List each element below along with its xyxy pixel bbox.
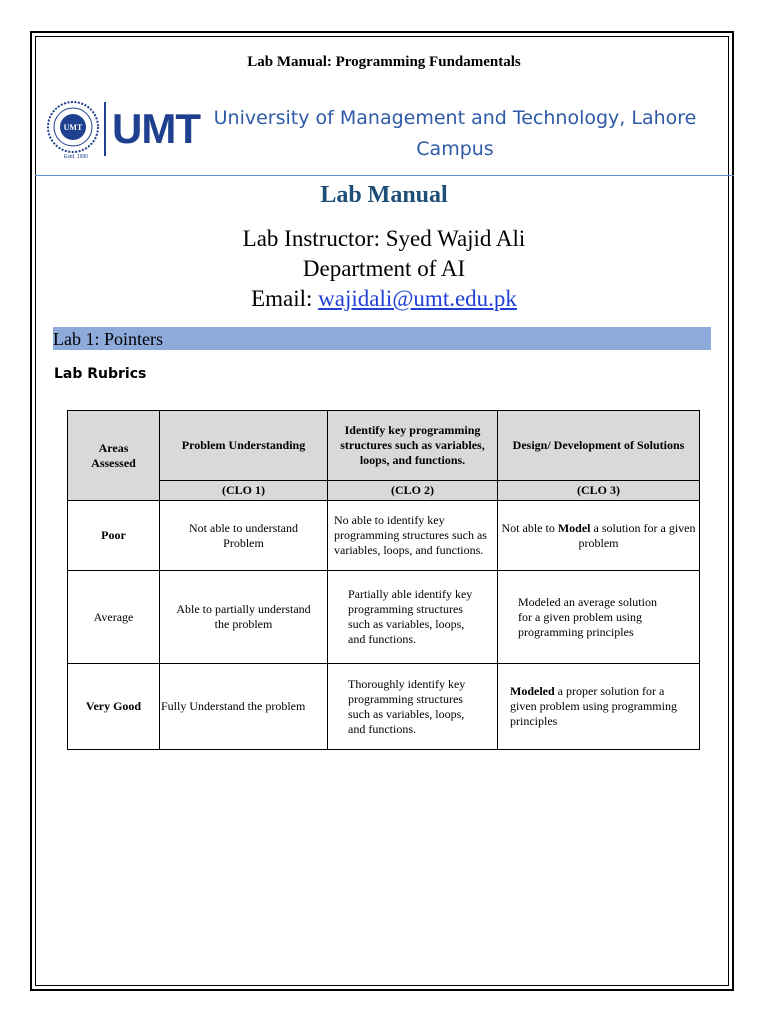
poor-clo3-bold: Model <box>557 520 591 535</box>
umt-seal-icon <box>44 100 102 160</box>
university-name-line1: University of Management and Technology, Lahore <box>213 107 697 129</box>
clo-3: (CLO 3) <box>498 481 700 501</box>
average-clo2: Partially able identify key programming structures such as variables, loops, and functions. <box>328 571 498 664</box>
rubric-clo-row <box>68 481 700 501</box>
header-divider <box>35 175 734 176</box>
col-header-2: Identify key programming structures such as variables, loops, and functions. <box>328 411 498 481</box>
department-line: Department of AI <box>302 256 466 281</box>
rubric-table <box>67 410 700 750</box>
university-name <box>205 103 705 165</box>
poor-clo2: No able to identify key programming structures such as variables, loops, and functions. <box>328 501 498 571</box>
table-row <box>68 501 700 571</box>
level-very-good: Very Good <box>68 664 160 750</box>
col-header-3: Design/ Development of Solutions <box>498 411 700 481</box>
table-row <box>68 571 700 664</box>
areas-assessed-header: Areas Assessed <box>68 411 160 501</box>
very-good-clo1: Fully Understand the problem <box>160 664 328 750</box>
lab-heading: Lab 1: Pointers <box>53 327 711 350</box>
email-link[interactable]: wajidali@umt.edu.pk <box>318 286 517 311</box>
poor-clo3-pre: Not able to <box>501 520 558 535</box>
svg-text:Estd. 1990: Estd. 1990 <box>64 154 88 160</box>
very-good-clo2: Thoroughly identify key programming structures such as variables, loops, and functions. <box>328 664 498 750</box>
university-name-line2: Campus <box>416 138 494 160</box>
email-label: Email: <box>251 286 319 311</box>
level-poor: Poor <box>68 501 160 571</box>
manual-header-title: Lab Manual: Programming Fundamentals <box>247 54 521 70</box>
average-clo3: Modeled an average solution for a given problem using programming principles <box>498 571 700 664</box>
table-row <box>68 664 700 750</box>
clo-1: (CLO 1) <box>160 481 328 501</box>
poor-clo3 <box>498 501 700 571</box>
clo-2: (CLO 2) <box>328 481 498 501</box>
very-good-clo3-post: a proper solution for a given problem using programming principles <box>510 684 677 728</box>
poor-clo3-post: a solution for a given problem <box>578 520 696 550</box>
level-average: Average <box>68 571 160 664</box>
umt-logo: UMT <box>104 102 200 156</box>
average-clo1: Able to partially understand the problem <box>160 571 328 664</box>
document-title: Lab Manual <box>320 182 448 208</box>
rubrics-heading: Lab Rubrics <box>54 366 147 382</box>
very-good-clo3 <box>498 664 700 750</box>
poor-clo1: Not able to understand Problem <box>160 501 328 571</box>
instructor-line: Lab Instructor: Syed Wajid Ali <box>242 226 526 251</box>
col-header-1: Problem Understanding <box>160 411 328 481</box>
svg-text:UMT: UMT <box>63 123 83 132</box>
rubric-header-row <box>68 411 700 481</box>
email-line <box>0 286 768 312</box>
very-good-clo3-bold: Modeled <box>510 684 555 698</box>
